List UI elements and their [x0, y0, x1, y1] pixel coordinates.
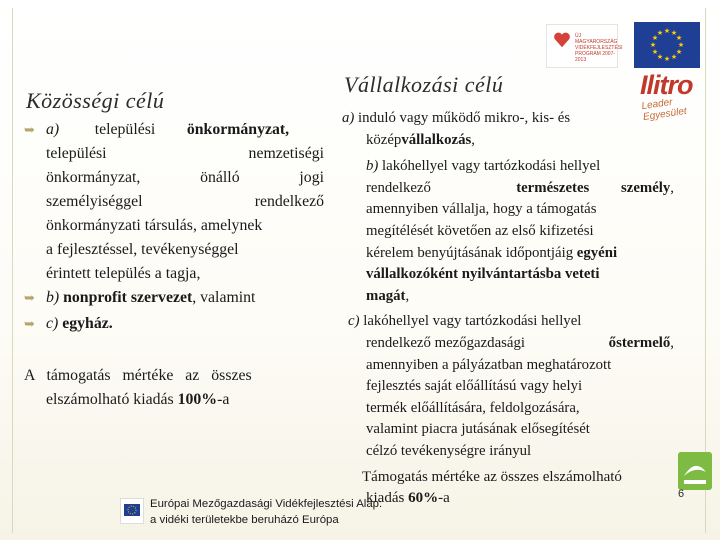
svg-text:★: ★: [670, 29, 678, 37]
item-b-line7: magát,: [366, 287, 410, 304]
community-summary-line1: A támogatás mértéke az összes: [24, 367, 252, 384]
bullet-a-line2: települési nemzetiségi: [46, 145, 324, 162]
footer-eafrd: [120, 492, 383, 540]
bullet-arrow-icon: ➥: [24, 290, 35, 305]
page-number: 6: [678, 488, 685, 500]
svg-text:★: ★: [675, 48, 683, 56]
svg-text:★: ★: [677, 41, 685, 49]
svg-text:★: ★: [651, 48, 659, 56]
bullet-b: ➥ b) nonprofit szervezet, valamint: [24, 286, 324, 310]
item-b: b) lakóhellyel vagy tartózkodási hellyel: [366, 158, 601, 175]
item-b-line4: megítélését követően az első kifizetési: [366, 222, 594, 239]
item-c-line6: valamint piacra jutásának elősegítését: [366, 421, 590, 438]
bullet-a: ➥ a) települési önkormányzat,: [24, 118, 324, 142]
bullet-a-line7: érintett település a tagja,: [46, 265, 201, 282]
eu-flag-icon: [634, 22, 700, 68]
bullet-a-line5: önkormányzati társulás, amelynek: [46, 217, 263, 234]
svg-text:★: ★: [649, 41, 657, 49]
community-support-rate: A támogatás mértéke az összes elszámolható kiadás 100%-a: [24, 364, 324, 412]
item-c-line2: rendelkező mezőgazdasági őstermelő,: [366, 334, 674, 351]
svg-text:★: ★: [656, 29, 664, 37]
bullet-a-line4: személyiséggel rendelkező: [46, 193, 324, 210]
business-column: [342, 108, 674, 510]
svg-text:★: ★: [670, 53, 678, 61]
svg-text:★: ★: [656, 53, 664, 61]
eu-small-flag-icon: [120, 498, 144, 524]
item-c: c) lakóhellyel vagy tartózkodási hellyel: [348, 313, 582, 330]
community-heading: Közösségi célú: [26, 88, 165, 113]
item-c-line7: célzó tevékenységre irányul: [366, 442, 532, 459]
bullet-arrow-icon: ➥: [24, 122, 35, 137]
footer-line1: Európai Mezőgazdasági Vidékfejlesztési Alap:: [150, 498, 383, 510]
item-b-line6: vállalkozóként nyilvántartásba veteti: [366, 266, 600, 283]
svg-text:★: ★: [675, 34, 683, 42]
bullet-a-line3: önkormányzat, önálló jogi: [46, 169, 324, 186]
item-c-line3: amennyiben a pályázatban meghatározott: [366, 356, 612, 373]
heart-icon: [553, 31, 571, 49]
svg-text:★: ★: [663, 27, 671, 35]
leader-logo-subtitle: Leader Egyesület: [640, 96, 688, 123]
item-a: a) induló vagy működő mikro-, kis- és: [342, 110, 571, 126]
left-frame-line: [12, 8, 13, 533]
item-b-line3: amennyiben vállalja, hogy a támogatás: [366, 201, 597, 218]
business-heading: Vállalkozási célú: [344, 72, 504, 97]
bullet-arrow-icon: ➥: [24, 316, 35, 331]
community-column: [24, 118, 324, 412]
item-b-line5: kérelem benyújtásának időpontjáig egyéni: [366, 244, 618, 261]
item-a-line2: középvállalkozás,: [366, 131, 475, 148]
leader-logo-name: Ilitro: [640, 70, 693, 100]
svg-text:★: ★: [663, 55, 671, 63]
item-c-line5: termék előállítására, feldolgozására,: [366, 399, 580, 416]
footer-line2: a vidéki területekbe beruházó Európa: [150, 514, 339, 526]
item-b-line2: rendelkező természetes személy,: [366, 179, 674, 196]
hu-logo-text: ÚJ MAGYARORSZÁG VIDÉKFEJLESZTÉSI PROGRAM 2007-2013: [575, 33, 623, 63]
svg-text:★: ★: [651, 34, 659, 42]
leader-eu-logo-icon: [678, 452, 712, 490]
item-c-line4: fejlesztés saját előállítású vagy helyi: [366, 378, 583, 395]
business-summary-line2: kiadás 60%-a: [366, 490, 450, 507]
uj-magyarorszag-logo: [546, 24, 623, 68]
bullet-a-line6: a fejlesztéssel, tevékenységgel: [46, 241, 239, 258]
bullet-c: ➥ c) egyház.: [24, 312, 324, 336]
business-summary-line1: Támogatás mértéke az összes elszámolható: [362, 468, 622, 485]
